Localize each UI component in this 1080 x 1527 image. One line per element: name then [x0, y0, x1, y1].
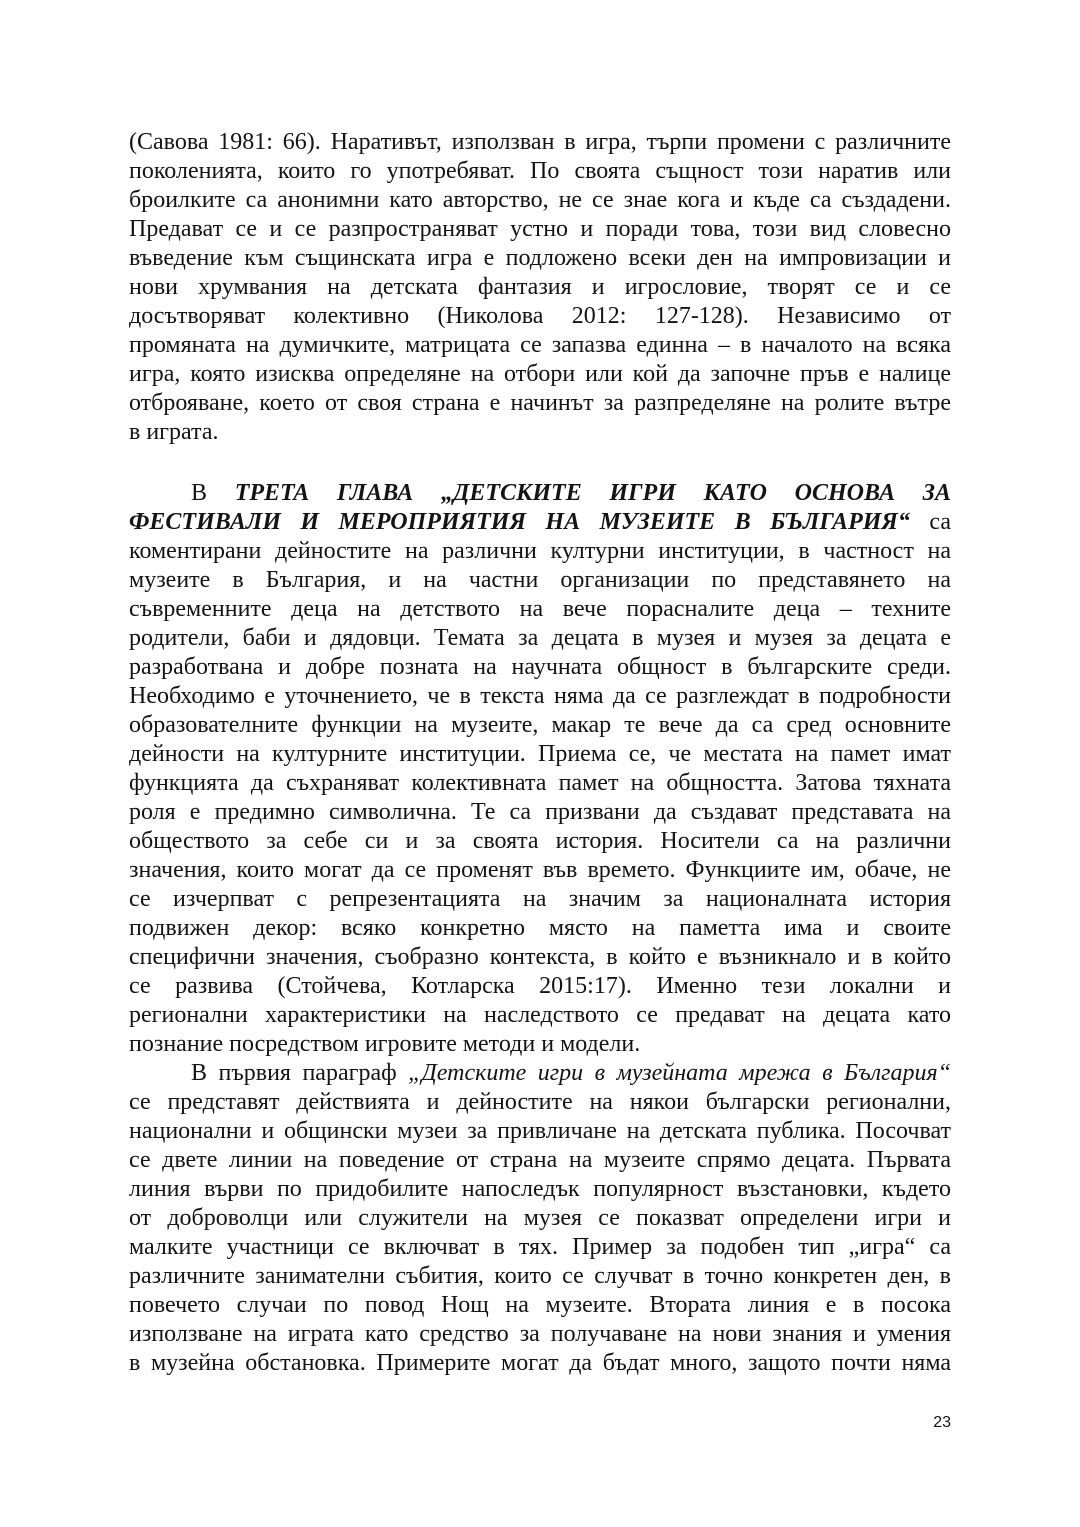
text-line: броилките са анонимни като авторство, не се знае кога и къде са създадени. [129, 187, 951, 213]
text-line: обществото за себе си и за своята история. Носители са на различни [129, 828, 951, 854]
text-line: значения, които могат да се променят във времето. Функциите им, обаче, не [129, 857, 951, 883]
text-line: в играта. [129, 419, 219, 445]
text-line: поколенията, които го употребяват. По своята същност този наратив или [129, 158, 951, 184]
text-line: се развива (Стойчева, Котларска 2015:17). Именно тези локални и [129, 973, 951, 999]
paragraph-title: „Детските игри в музейната мрежа в България“ [408, 1060, 951, 1086]
first-paragraph-heading-line [129, 1059, 951, 1088]
text-line: промяната на думичките, матрицата се запазва единна – в началото на всяка [129, 332, 951, 358]
text-line: регионални характеристики на наследството се предават на децата като [129, 1002, 951, 1028]
text-line: се двете линии на поведение от страна на музеите спрямо децата. Първата [129, 1147, 951, 1173]
text-line: функцията да съхраняват колективната памет на общността. Затова тяхната [129, 770, 951, 796]
text-line: се представят действията и дейностите на някои български регионални, [129, 1089, 951, 1115]
text-line: (Савова 1981: 66). Наративът, използван в игра, търпи промени с различните [129, 129, 951, 155]
text-line: използване на играта като средство за получаване на нови знания и умения [129, 1321, 951, 1347]
text-line: съвременните деца на детството на вече порасналите деца – техните [129, 596, 951, 622]
text-line: дейности на културните институции. Приема се, че местата на памет имат [129, 741, 951, 767]
text-line: познание посредством игровите методи и модели. [129, 1031, 641, 1057]
text-line: въведение към същинската игра е подложено всеки ден на импровизации и [129, 245, 951, 271]
text-line: малките участници се включват в тях. Пример за подобен тип „игра“ са [129, 1234, 951, 1260]
text-run: В първия параграф [191, 1060, 409, 1086]
text-line: музеите в България, и на частни организации по представянето на [129, 567, 951, 593]
chapter-three-section [129, 479, 951, 1378]
chapter-heading-line [129, 508, 951, 537]
text-line: различните занимателни събития, които се случват в точно конкретен ден, в [129, 1263, 951, 1289]
text-line: роля е предимно символична. Те са призвани да създават представата на [129, 799, 951, 825]
text-line: образователните функции на музеите, макар те вече да са сред основните [129, 712, 951, 738]
text-line: игра, която изисква определяне на отбори или кой да започне пръв е налице [129, 361, 951, 387]
text-line: родители, баби и дядовци. Темата за децата в музея и музея за децата е [129, 625, 951, 651]
text-line: Предават се и се разпространяват устно и поради това, този вид словесно [129, 216, 951, 242]
text-run: са [909, 509, 951, 535]
text-line: повечето случаи по повод Нощ на музеите. Втората линия е в посока [129, 1292, 951, 1318]
chapter-heading-line [129, 479, 951, 508]
text-line: специфични значения, съобразно контекста, в който е възникнало и в който [129, 944, 951, 970]
text-line: нови хрумвания на детската фантазия и игрословие, творят се и се [129, 274, 951, 300]
chapter-title-part1: ТРЕТА ГЛАВА „ДЕТСКИТЕ ИГРИ КАТО ОСНОВА ЗА [234, 480, 951, 506]
text-line: подвижен декор: всяко конкретно място на паметта има и своите [129, 915, 951, 941]
page-number: 23 [933, 1414, 951, 1431]
text-line: Необходимо е уточнението, че в текста няма да се разглеждат в подробности [129, 683, 951, 709]
text-line: линия върви по придобилите напоследък популярност възстановки, където [129, 1176, 951, 1202]
text-line: се изчерпват с репрезентацията на значим за националната история [129, 886, 951, 912]
text-run: В [191, 480, 235, 506]
text-line: национални и общински музеи за привличане на детската публика. Посочват [129, 1118, 951, 1144]
text-line: разработвана и добре позната на научната общност в българските среди. [129, 654, 951, 680]
paragraph-savova-narrative [129, 128, 951, 447]
chapter-title-part2: ФЕСТИВАЛИ И МЕРОПРИЯТИЯ НА МУЗЕИТЕ В БЪЛГАРИЯ“ [129, 509, 910, 535]
text-line: досътворяват колективно (Николова 2012: 127-128). Независимо от [129, 303, 951, 329]
text-line: от доброволци или служители на музея се показват определени игри и [129, 1205, 951, 1231]
text-line: отброяване, което от своя страна е начинът за разпределяне на ролите вътре [129, 390, 951, 416]
text-line: коментирани дейностите на различни културни институции, в частност на [129, 538, 951, 564]
text-line: в музейна обстановка. Примерите могат да бъдат много, защото почти няма [129, 1350, 951, 1376]
